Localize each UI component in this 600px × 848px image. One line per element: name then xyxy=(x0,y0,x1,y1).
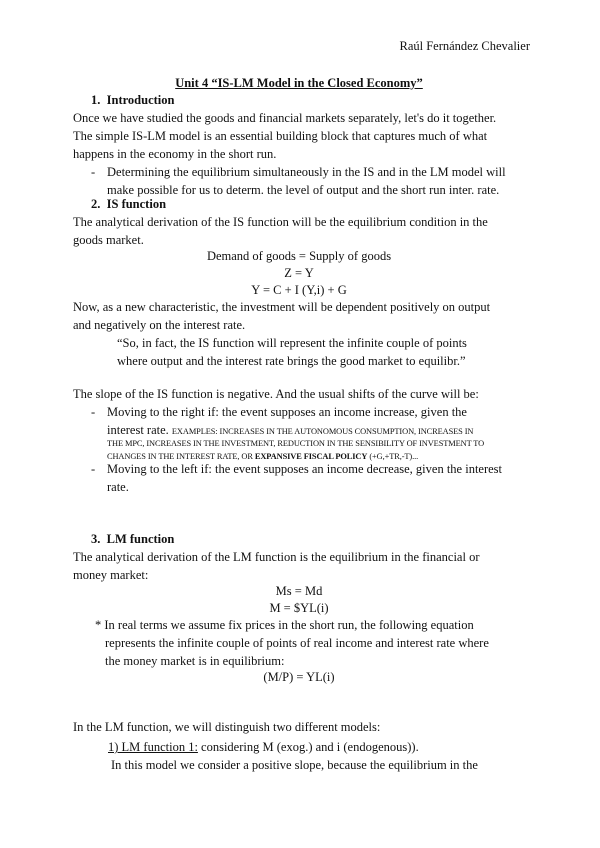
document-title: Unit 4 “IS-LM Model in the Closed Economy” xyxy=(175,76,423,90)
equation: (M/P) = YL(i) xyxy=(263,670,335,684)
paragraph-line: In the LM function, we will distinguish two different models: xyxy=(73,720,381,734)
paragraph-line: and negatively on the interest rate. xyxy=(73,318,246,332)
model-item xyxy=(108,738,528,756)
examples-text-part: (+G,+TR,-T)... xyxy=(369,452,419,461)
bullet-dash: - xyxy=(91,165,96,179)
equation: Ms = Md xyxy=(275,584,323,598)
heading-number: 3. xyxy=(91,532,101,546)
note-line: the money market is in equilibrium: xyxy=(105,654,285,668)
heading-number: 1. xyxy=(91,93,101,107)
paragraph-line: The analytical derivation of the IS function will be the equilibrium condition in the xyxy=(73,215,488,229)
quote-line: where output and the interest rate brings the good market to equilibr.” xyxy=(117,354,466,368)
equation: M = $YL(i) xyxy=(269,601,329,615)
equation: Y = C + I (Y,i) + G xyxy=(251,283,347,297)
bullet-dash: - xyxy=(91,462,96,476)
section-heading-is-function xyxy=(91,195,543,213)
paragraph-line: money market: xyxy=(73,568,149,582)
equation: Z = Y xyxy=(284,266,314,280)
bullet-line: make possible for us to determ. the level of output and the short run inter. rate. xyxy=(107,183,500,197)
heading-text: Introduction xyxy=(106,93,175,107)
model-text: considering M (exog.) and i (endogenous)). xyxy=(201,740,419,754)
paragraph-line: The slope of the IS function is negative. And the usual shifts of the curve will be: xyxy=(73,387,479,401)
equation: Demand of goods = Supply of goods xyxy=(206,249,392,263)
note-line: represents the infinite couple of points of real income and interest rate where xyxy=(105,636,489,650)
paragraph-line: In this model we consider a positive slope, because the equilibrium in the xyxy=(111,758,478,772)
heading-text: LM function xyxy=(106,532,175,546)
note-line: * In real terms we assume fix prices in the short run, the following equation xyxy=(95,618,474,632)
heading-text: IS function xyxy=(106,197,167,211)
paragraph-line: happens in the economy in the short run. xyxy=(73,147,277,161)
quote-line: “So, in fact, the IS function will represent the infinite couple of points xyxy=(117,336,467,350)
model-label: 1) LM function 1: xyxy=(108,740,198,754)
examples-text: THE MPC, INCREASES IN THE INVESTMENT, REDUCTION IN THE SENSIBILITY OF INVESTMENT TO xyxy=(107,439,485,448)
paragraph-line: goods market. xyxy=(73,233,144,247)
bullet-line: Moving to the left if: the event supposes an income decrease, given the interest xyxy=(107,462,503,476)
paragraph-line: Once we have studied the goods and financial markets separately, let's do it together. xyxy=(73,111,497,125)
paragraph-line: The simple IS-LM model is an essential building block that captures much of what xyxy=(73,129,488,143)
examples-text-part: CHANGES IN THE INTEREST RATE, OR xyxy=(107,452,253,461)
bullet-dash: - xyxy=(91,405,96,419)
paragraph-line: The analytical derivation of the LM function is the equilibrium in the financial or xyxy=(73,550,480,564)
examples-text: EXAMPLES: INCREASES IN THE AUTONOMOUS CONSUMPTION, INCREASES IN xyxy=(171,427,474,436)
paragraph-line: Now, as a new characteristic, the investment will be dependent positively on output xyxy=(73,300,491,314)
author-name: Raúl Fernández Chevalier xyxy=(399,39,530,53)
bullet-text: interest rate. xyxy=(107,423,169,437)
bullet-line: Moving to the right if: the event supposes an income increase, given the xyxy=(107,405,467,419)
bullet-line: rate. xyxy=(107,480,129,494)
heading-number: 2. xyxy=(91,197,101,211)
bullet-line: Determining the equilibrium simultaneously in the IS and in the LM model will xyxy=(107,165,506,179)
emphasis-text: EXPANSIVE FISCAL POLICY xyxy=(254,452,368,461)
section-heading-introduction xyxy=(91,91,543,109)
section-heading-lm-function xyxy=(91,530,543,548)
